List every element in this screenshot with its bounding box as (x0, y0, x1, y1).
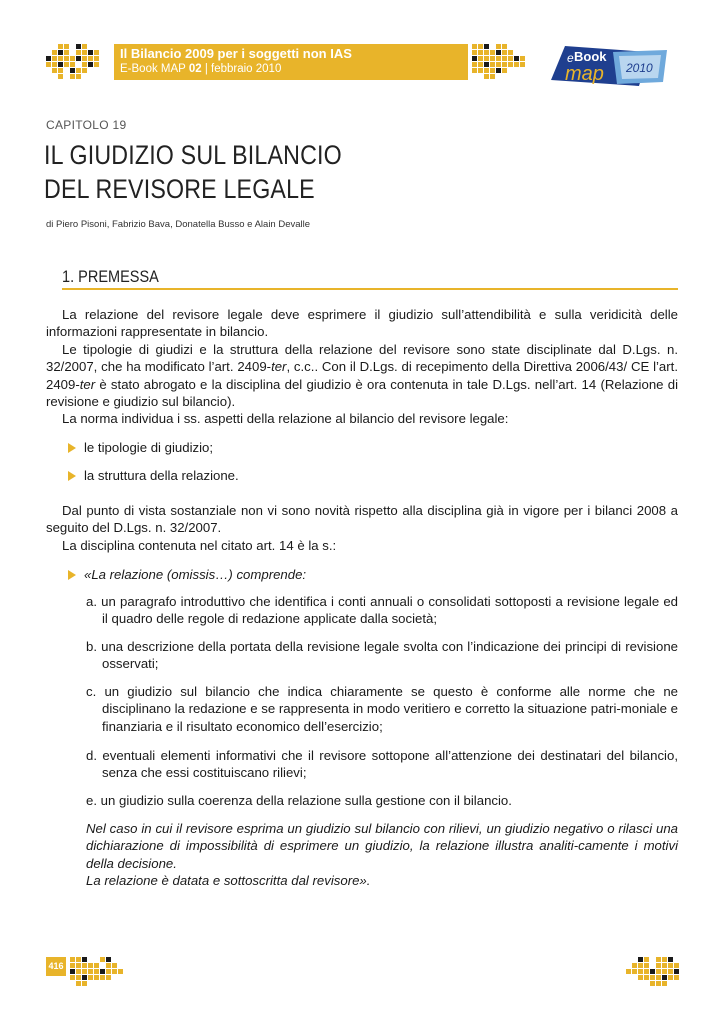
bullet-item: le tipologie di giudizio; (68, 439, 213, 456)
decorative-pattern-footer-left (70, 957, 123, 986)
quoted-list-item: a. un paragrafo introduttivo che identifica i conti annuali o consolidati sottoposti a revisione legale ed il quadro delle regole di redazione applicate dalla società; (86, 594, 678, 627)
publication-title: Il Bilancio 2009 per i soggetti non IAS (120, 46, 352, 61)
paragraph: Dal punto di vista sostanziale non vi sono novità rispetto alla disciplina già in vigore per i bilanci 2008 a seguito del D.Lgs. n. 32/2007. (46, 503, 678, 536)
svg-text:map: map (565, 63, 604, 85)
page-number: 416 (48, 961, 64, 971)
context-paragraphs (46, 502, 678, 554)
chapter-authors: di Piero Pisoni, Fabrizio Bava, Donatella Busso e Alain Devalle (46, 219, 311, 230)
section-heading: 1. PREMESSA (62, 268, 159, 286)
paragraph: La relazione del revisore legale deve esprimere il giudizio sull’attendibilità e sulla veridicità delle informazioni rappresentate in bilancio. (46, 307, 678, 340)
quoted-list-item: e. un giudizio sulla coerenza della relazione sulla gestione con il bilancio. (86, 793, 512, 808)
decorative-pattern-left (46, 44, 99, 79)
triangle-bullet-icon (68, 471, 76, 481)
svg-text:e: e (567, 51, 574, 65)
bullet-item: la struttura della relazione. (68, 467, 239, 484)
intro-paragraphs (46, 306, 678, 428)
page-number-box (46, 957, 66, 976)
quoted-list-item: b. una descrizione della portata della revisione legale svolta con l’indicazione dei principi di revisione osservati; (86, 639, 678, 672)
triangle-bullet-icon (68, 443, 76, 453)
svg-text:2010: 2010 (626, 61, 653, 75)
header-band (114, 44, 468, 80)
decorative-pattern-center (472, 44, 525, 79)
paragraph: La norma individua i ss. aspetti della relazione al bilancio del revisore legale: (62, 411, 509, 427)
paragraph: Le tipologie di giudizi e la struttura della relazione del revisore sono state disciplinate dal D.Lgs. n. 32/2007, che ha modificato l’art. 2409-ter, c.c.. Con il D.Lgs. di recepimento della Direttiva 2006/43/ CE l’art. 2409-ter è stato abrogato e la disciplina del giudizio è ora contenuta in tale D.Lgs. nell’art. 14 (Relazione di revisione e giudizio sul bilancio). (46, 341, 678, 410)
decorative-pattern-footer-right (626, 957, 679, 986)
quote-closing: Nel caso in cui il revisore esprima un giudizio sul bilancio con rilievi, un giudizio negativo o rilasci una dichiarazione di impossibilità di esprimere un giudizio, la relazione illustra analiti-camente i motivi della decisione. La relazione è datata e sottoscritta dal revisore». (86, 821, 678, 889)
publication-issue: E-Book MAP 02 | febbraio 2010 (120, 63, 282, 75)
chapter-label: CAPITOLO 19 (46, 118, 127, 132)
paragraph: La disciplina contenuta nel citato art. 14 è la s.: (62, 537, 337, 553)
quoted-list-item: c. un giudizio sul bilancio che indica chiaramente se questo è conforme alle norme che ne disciplinano la redazione e se rappresenta in modo veritiero e corretto la situazione patri-moniale e finanziaria e il risultato economico dell’esercizio; (86, 684, 678, 734)
ebook-map-logo (543, 38, 671, 90)
quoted-list-item: d. eventuali elementi informativi che il revisore sottopone all’attenzione dei destinatari del bilancio, senza che essi costituiscano rilievi; (86, 748, 678, 781)
section-divider (62, 288, 678, 290)
quote-intro: «La relazione (omissis…) comprende: (68, 566, 306, 583)
svg-text:Book: Book (574, 49, 607, 64)
triangle-bullet-icon (68, 570, 76, 580)
chapter-title: IL GIUDIZIO SUL BILANCIO DEL REVISORE LEGALE (44, 140, 342, 204)
